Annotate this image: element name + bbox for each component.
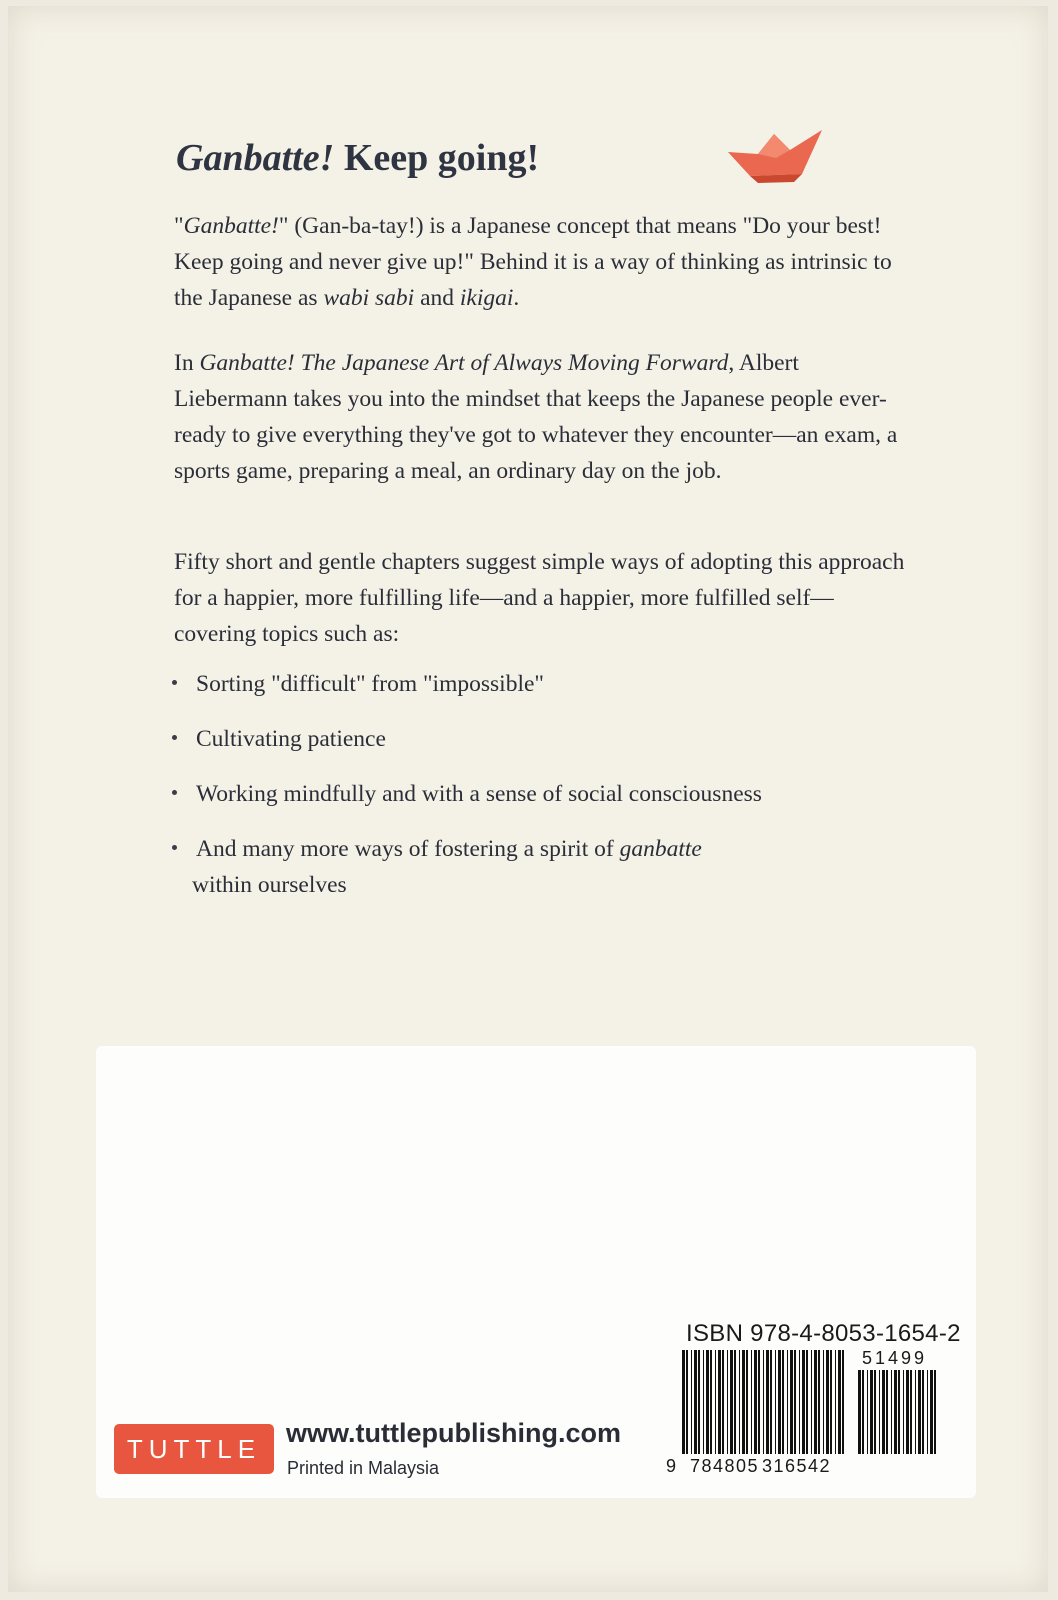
barcode-icon <box>666 1346 946 1482</box>
list-item <box>172 721 912 757</box>
barcode-bar <box>879 1370 880 1454</box>
barcode-bar <box>906 1370 909 1454</box>
bullet-icon <box>172 735 177 740</box>
barcode-bar <box>722 1350 724 1454</box>
barcode-bar <box>734 1350 736 1454</box>
ikigai-term: ikigai <box>459 285 514 311</box>
heading-rest: Keep going! <box>334 137 540 179</box>
list-item-text: Sorting "difficult" from "impossible" <box>196 671 544 697</box>
barcode-digits-left: 784805 <box>690 1456 760 1476</box>
list-item <box>172 831 912 903</box>
barcode-bar <box>698 1350 700 1454</box>
barcode-bar <box>758 1350 760 1454</box>
barcode-bar <box>814 1350 817 1454</box>
bullet-icon <box>172 680 177 685</box>
barcode-bar <box>927 1370 928 1454</box>
text-run: " <box>174 213 184 239</box>
publisher-url[interactable]: www.tuttlepublishing.com <box>286 1418 621 1448</box>
ganbatte-term: ganbatte <box>619 836 702 862</box>
intro-paragraph <box>174 208 914 316</box>
barcode-bar <box>867 1370 868 1454</box>
barcode-bar <box>790 1350 793 1454</box>
topic-list <box>172 666 912 922</box>
barcode-bar <box>718 1350 721 1454</box>
book-title: Ganbatte! The Japanese Art of Always Moving Forward <box>199 350 729 376</box>
barcode-bar <box>802 1350 805 1454</box>
text-run: . <box>513 285 520 311</box>
list-item <box>172 776 912 812</box>
barcode-bar <box>691 1350 692 1454</box>
barcode-bar <box>811 1350 812 1454</box>
barcode-bar <box>918 1370 921 1454</box>
text-run: In <box>174 350 200 376</box>
barcode-bar <box>730 1350 733 1454</box>
barcode-bar <box>682 1350 685 1454</box>
barcode-bar <box>766 1350 769 1454</box>
barcode-bar <box>826 1350 829 1454</box>
barcode-bar <box>787 1350 788 1454</box>
list-item-text: Cultivating patience <box>196 726 386 752</box>
heading <box>176 136 539 180</box>
barcode-bar <box>742 1350 745 1454</box>
text-run: and <box>414 285 460 311</box>
chapters-paragraph: Fifty short and gentle chapters suggest simple ways of adopting this approach for a happier, more fulfilling life—and a happier, more fulfilled self—covering topics such as: <box>174 549 905 647</box>
barcode-bar <box>858 1370 861 1454</box>
barcode-bar <box>882 1370 885 1454</box>
text-run: , Albert Liebermann takes you into the mindset that keeps the Japanese people ever-ready to give everything they've got to whatever they encounter—an exam, a sports game, preparing a meal, an ordinary day on the job. <box>174 350 898 484</box>
barcode-bar <box>903 1370 904 1454</box>
list-item-text: And many more ways of fostering a spirit of <box>196 836 620 862</box>
addon-barcode-bars <box>858 1370 936 1454</box>
barcode-bar <box>830 1350 832 1454</box>
barcode-bar <box>706 1350 709 1454</box>
bullet-icon <box>172 790 177 795</box>
barcode-bar <box>835 1350 836 1454</box>
barcode-bar <box>746 1350 748 1454</box>
barcode-bar <box>886 1370 888 1454</box>
barcode-bar <box>754 1350 757 1454</box>
bullet-icon <box>172 845 177 850</box>
barcode-bar <box>751 1350 752 1454</box>
barcode-bar <box>770 1350 772 1454</box>
list-item-text: within ourselves <box>192 872 347 898</box>
barcode-bar <box>806 1350 808 1454</box>
list-item-text: Working mindfully and with a sense of social consciousness <box>196 781 762 807</box>
barcode-bar <box>727 1350 728 1454</box>
barcode-bar <box>763 1350 764 1454</box>
barcode-bar <box>794 1350 796 1454</box>
barcode-bar <box>930 1370 933 1454</box>
book-paragraph <box>174 345 914 489</box>
barcode-bar <box>891 1370 892 1454</box>
barcode-bar <box>823 1350 824 1454</box>
barcode-bar <box>894 1370 897 1454</box>
barcode-bar <box>694 1350 697 1454</box>
barcode-bar <box>842 1350 844 1454</box>
barcode-bar <box>782 1350 784 1454</box>
list-item <box>172 666 912 702</box>
wabi-sabi-term: wabi sabi <box>323 285 415 311</box>
text-run: " (Gan-ba-tay!) is a Japanese concept that means "Do your best! Keep going and never give up!" Behind it is a way of thinking as intrinsic to the Japanese as <box>174 213 892 311</box>
barcode-bar <box>874 1370 876 1454</box>
barcode-bars <box>682 1350 844 1454</box>
barcode-bar <box>838 1350 841 1454</box>
barcode-bar <box>775 1350 776 1454</box>
barcode-digits-right: 316542 <box>762 1456 832 1476</box>
tuttle-logo: TUTTLE <box>114 1424 274 1474</box>
barcode-bar <box>922 1370 924 1454</box>
isbn-label: ISBN 978-4-8053-1654-2 <box>686 1320 961 1347</box>
barcode-bar <box>739 1350 740 1454</box>
heading-italic: Ganbatte! <box>176 137 335 179</box>
barcode-bar <box>898 1370 900 1454</box>
barcode-bar <box>870 1370 873 1454</box>
barcode-bar <box>910 1370 912 1454</box>
printed-in: Printed in Malaysia <box>287 1458 440 1478</box>
barcode-bar <box>778 1350 781 1454</box>
barcode-bar <box>703 1350 704 1454</box>
barcode-bar <box>862 1370 864 1454</box>
barcode-bar <box>715 1350 716 1454</box>
barcode-bar <box>686 1350 688 1454</box>
barcode-bar <box>934 1370 936 1454</box>
barcode-digit-first: 9 <box>666 1456 677 1476</box>
ganbatte-term: Ganbatte! <box>183 213 279 239</box>
addon-number: 51499 <box>862 1348 928 1368</box>
barcode-bar <box>710 1350 712 1454</box>
barcode-bar <box>818 1350 820 1454</box>
barcode-bar <box>915 1370 916 1454</box>
barcode-bar <box>799 1350 800 1454</box>
paper-boat-icon <box>728 128 824 186</box>
